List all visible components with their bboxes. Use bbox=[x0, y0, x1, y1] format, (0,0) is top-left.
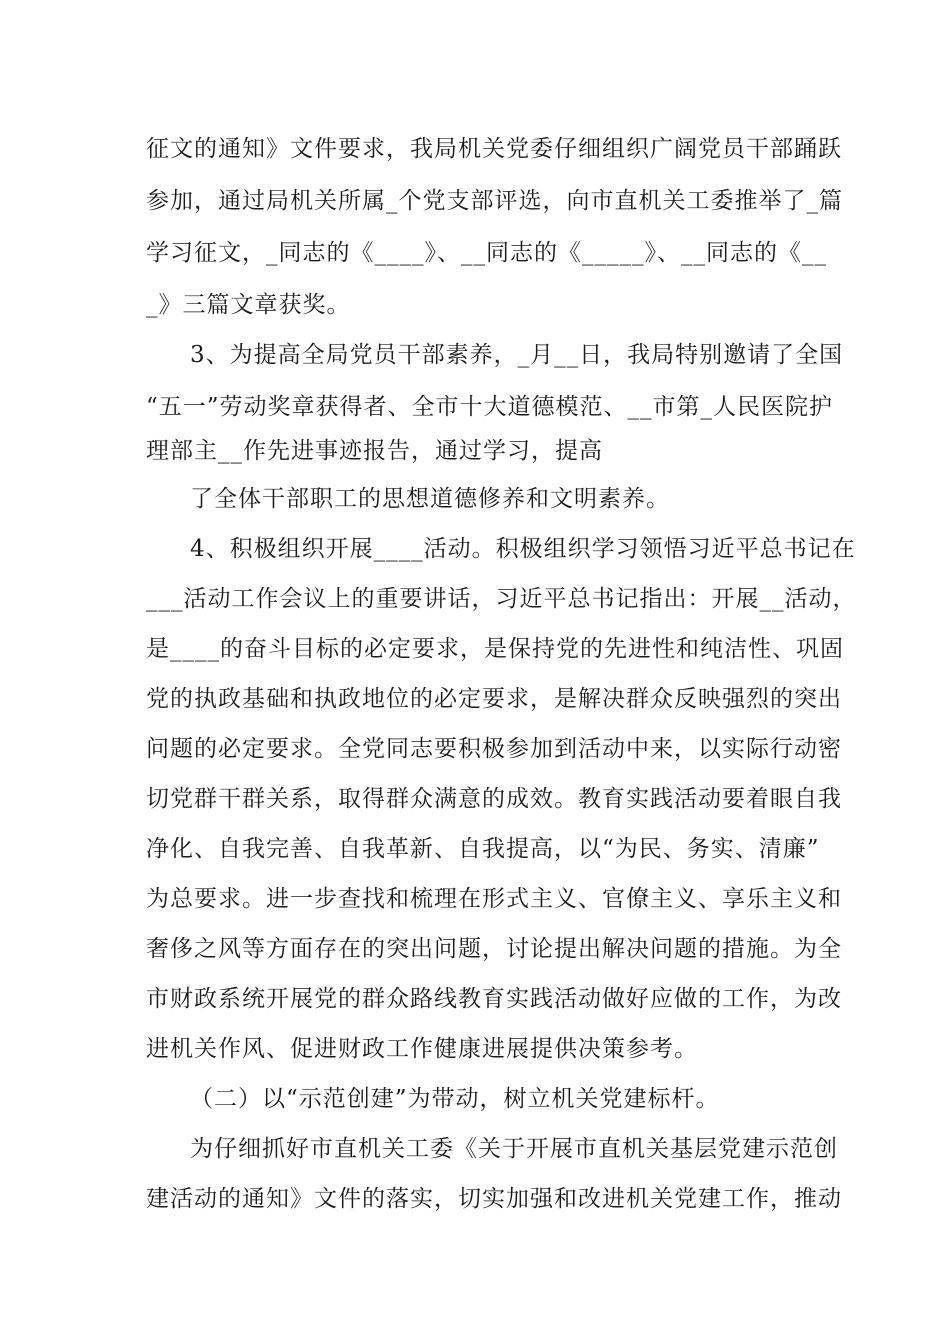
text-line: 征文的通知》文件要求，我局机关党委仔细组织广阔党员干部踊跃 bbox=[146, 136, 842, 162]
text-line: 参加，通过局机关所属_个党支部评选，向市直机关工委推举了_篇 bbox=[146, 188, 843, 214]
paragraph-first-line: 4、积极组织开展____活动。积极组织学习领悟习近平总书记在 bbox=[190, 536, 856, 562]
text-line: 党的执政基础和执政地位的必定要求，是解决群众反映强烈的突出 bbox=[146, 686, 842, 712]
paragraph-first-line: 了全体干部职工的思想道德修养和文明素养。 bbox=[190, 486, 670, 512]
text-line: 切党群干群关系，取得群众满意的成效。教育实践活动要着眼自我 bbox=[146, 786, 842, 812]
text-line: 是____的奋斗目标的必定要求，是保持党的先进性和纯洁性、巩固 bbox=[146, 636, 844, 662]
text-line: 进机关作风、促进财政工作健康进展提供决策参考。 bbox=[146, 1036, 698, 1062]
text-line: ___活动工作会议上的重要讲话，习近平总书记指出：开展__活动， bbox=[146, 586, 857, 612]
text-line: 市财政系统开展党的群众路线教育实践活动做好应做的工作，为改 bbox=[146, 986, 842, 1012]
paragraph-first-line: 3、为提高全局党员干部素养，_月__日，我局特别邀请了全国 bbox=[190, 342, 844, 368]
section-heading: （二）以“示范创建”为带动，树立机关党建标杆。 bbox=[190, 1086, 720, 1112]
paragraph-first-line: 为仔细抓好市直机关工委《关于开展市直机关基层党建示范创 bbox=[190, 1136, 838, 1162]
text-line: 奢侈之风等方面存在的突出问题，讨论提出解决问题的措施。为全 bbox=[146, 936, 842, 962]
text-line: 净化、自我完善、自我革新、自我提高，以“为民、务实、清廉” bbox=[146, 836, 820, 862]
text-line: 学习征文，_同志的《____》、__同志的《_____》、__同志的《__ bbox=[146, 240, 827, 266]
text-line: 问题的必定要求。全党同志要积极参加到活动中来，以实际行动密 bbox=[146, 736, 842, 762]
text-line: “五一”劳动奖章获得者、全市十大道德模范、__市第_人民医院护 bbox=[146, 394, 834, 420]
text-line: _》三篇文章获奖。 bbox=[146, 292, 351, 318]
text-line: 理部主__作先进事迹报告，通过学习，提高 bbox=[146, 438, 603, 464]
text-line: 建活动的通知》文件的落实，切实加强和改进机关党建工作，推动 bbox=[146, 1186, 842, 1212]
text-line: 为总要求。进一步查找和梳理在形式主义、官僚主义、享乐主义和 bbox=[146, 886, 842, 912]
